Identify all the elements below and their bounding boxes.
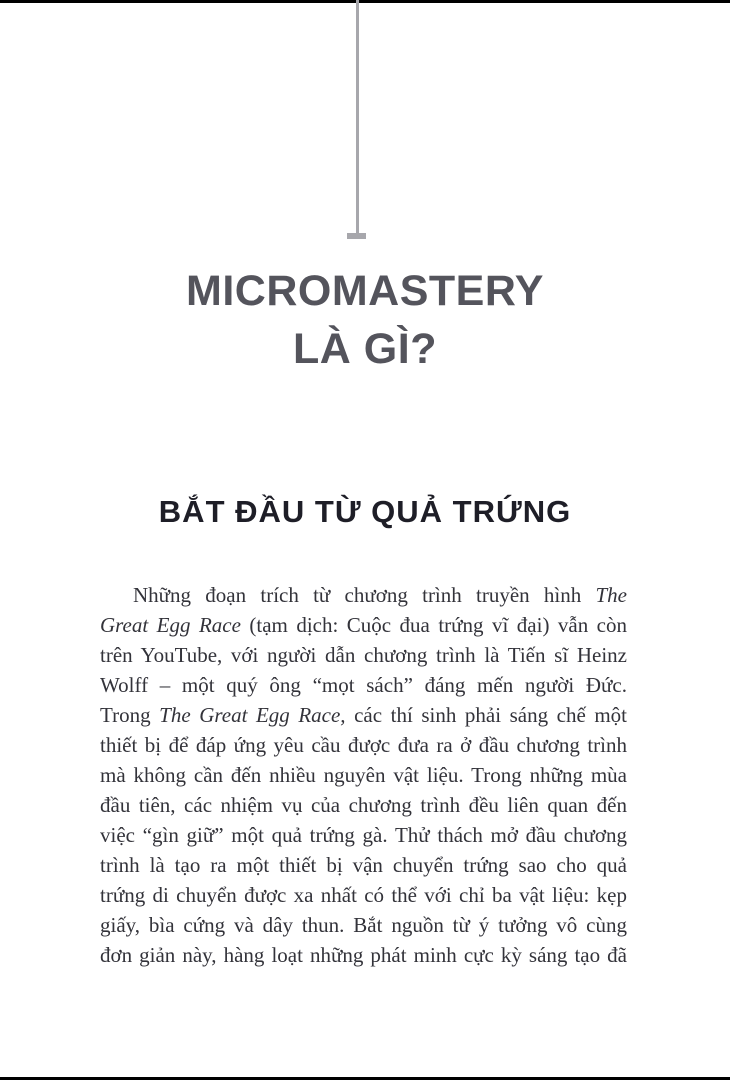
section-heading: BẮT ĐẦU TỪ QUẢ TRỨNG (158, 494, 572, 529)
italic-text-run: The (595, 583, 627, 607)
text-run: trình là tạo ra một thiết bị vận chuyển trứng sao cho quả (100, 853, 627, 877)
italic-text-run: The Great Egg Race, (159, 703, 346, 727)
text-run: đầu tiên, các nhiệm vụ của chương trình đều liên quan đến (100, 793, 627, 817)
paragraph-line (100, 910, 627, 940)
paragraph-line (100, 880, 627, 910)
chapter-ornament-line (356, 0, 359, 233)
italic-text-run: Great Egg Race (100, 613, 241, 637)
text-run: việc “gìn giữ” một quả trứng gà. Thử thách mở đầu chương (100, 823, 627, 847)
chapter-title-line1: MICROMASTERY (186, 267, 544, 315)
paragraph-line (100, 760, 627, 790)
paragraph-line (100, 640, 627, 670)
text-run: giấy, bìa cứng và dây thun. Bắt nguồn từ ý tưởng vô cùng (100, 913, 627, 937)
page-top-border (0, 0, 730, 3)
text-run: thiết bị để đáp ứng yêu cầu được đưa ra ở đầu chương trình (100, 733, 627, 757)
text-run: Trong (100, 703, 160, 727)
text-run: mà không cần đến nhiều nguyên vật liệu. Trong những mùa (100, 763, 627, 787)
text-run: Wolff – một quý ông “mọt sách” đáng mến người Đức. (100, 673, 627, 697)
paragraph-line (100, 850, 627, 880)
paragraph-line (100, 700, 627, 730)
text-run: (tạm dịch: Cuộc đua trứng vĩ đại) vẫn còn (240, 613, 627, 637)
paragraph-line (100, 580, 627, 610)
paragraph-line (100, 610, 627, 640)
paragraph-line (100, 730, 627, 760)
chapter-title-line2: LÀ GÌ? (293, 325, 437, 373)
text-run: trứng di chuyển được xa nhất có thể với chỉ ba vật liệu: kẹp (100, 883, 627, 907)
text-run: các thí sinh phải sáng chế một (345, 703, 627, 727)
chapter-ornament-foot (347, 233, 366, 239)
text-run: đơn giản này, hàng loạt những phát minh cực kỳ sáng tạo đã (100, 943, 627, 967)
paragraph (100, 580, 627, 970)
text-run: trên YouTube, với người dẫn chương trình là Tiến sĩ Heinz (100, 643, 627, 667)
paragraph-line (100, 670, 627, 700)
paragraph-line (100, 820, 627, 850)
text-run: Những đoạn trích từ chương trình truyền hình (133, 583, 596, 607)
paragraph-line (100, 940, 627, 970)
paragraph-line (100, 790, 627, 820)
chapter-title (0, 262, 730, 378)
